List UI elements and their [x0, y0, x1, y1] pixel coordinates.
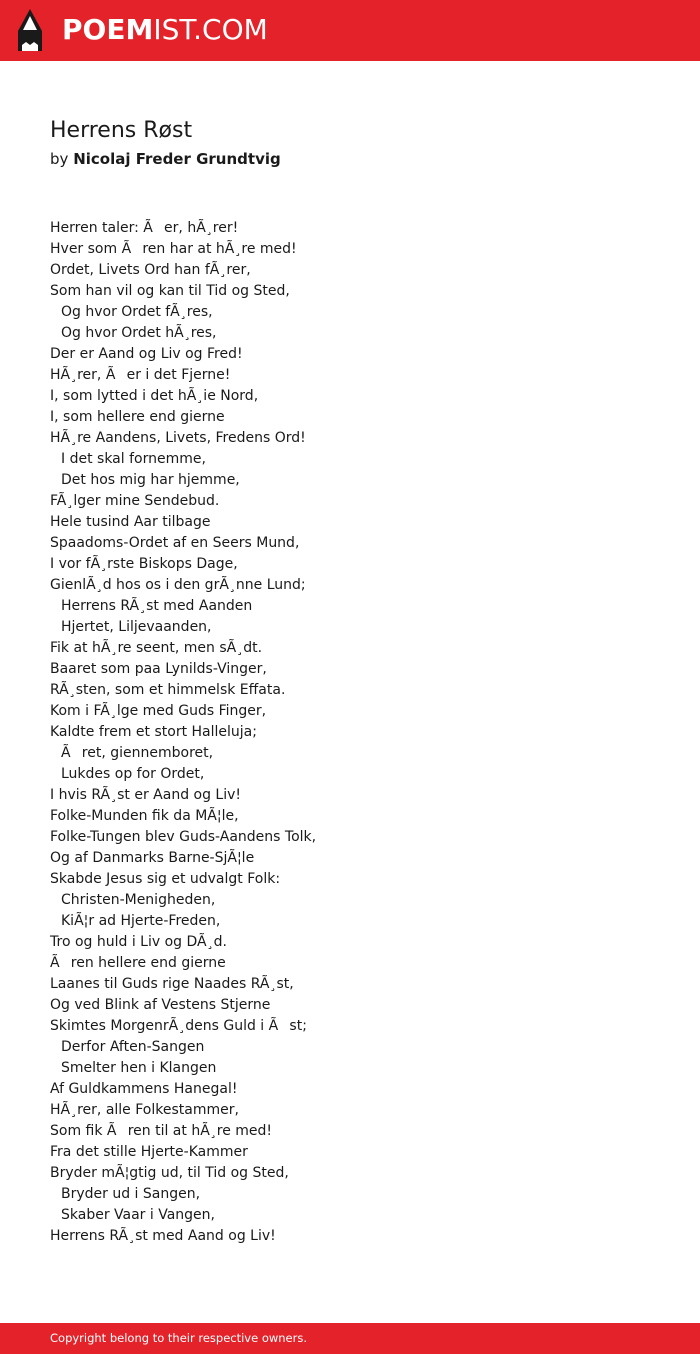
poem-line: Og ved Blink af Vestens Stjerne: [50, 997, 271, 1013]
poem-line: Hver som Ãren har at hÃ¸re med!: [50, 241, 297, 257]
poem-line: Der er Aand og Liv og Fred!: [50, 346, 243, 362]
poem-line: Det hos mig har hjemme,: [61, 472, 240, 488]
poem-line: Hele tusind Aar tilbage: [50, 514, 211, 530]
poem-line: HÃ¸re Aandens, Livets, Fredens Ord!: [50, 430, 306, 446]
poem-line: Herrens RÃ¸st med Aanden: [61, 598, 253, 614]
poem-line: Baaret som paa Lynilds-Vinger,: [50, 661, 267, 677]
poem-line: Skaber Vaar i Vangen,: [61, 1207, 215, 1223]
poem-body: [50, 218, 670, 1247]
poem-line: Og hvor Ordet fÃ¸res,: [61, 304, 213, 320]
poem-line: Skimtes MorgenrÃ¸dens Guld i Ãst;: [50, 1018, 307, 1034]
poem-line: Og hvor Ordet hÃ¸res,: [61, 325, 217, 341]
poem-line: I hvis RÃ¸st er Aand og Liv!: [50, 787, 242, 803]
poem-line: Kaldte frem et stort Halleluja;: [50, 724, 257, 740]
poem-line: Og af Danmarks Barne-SjÃ¦le: [50, 850, 255, 866]
poem-line: Bryder ud i Sangen,: [61, 1186, 201, 1202]
poem-line: Derfor Aften-Sangen: [61, 1039, 205, 1055]
poem-line: Kom i FÃ¸lge med Guds Finger,: [50, 703, 267, 719]
poem-line: Herren taler: Ãer, hÃ¸rer!: [50, 220, 239, 236]
poem-line: Bryder mÃ¦gtig ud, til Tid og Sted,: [50, 1165, 289, 1181]
poem-line: Christen-Menigheden,: [61, 892, 216, 908]
copyright-notice: Copyright belong to their respective owners.: [50, 1331, 308, 1345]
poem-line: Spaadoms-Ordet af en Seers Mund,: [50, 535, 300, 551]
poem-line: I det skal fornemme,: [61, 451, 206, 467]
site-footer: [0, 1323, 700, 1354]
poem-line: HÃ¸rer, Ãer i det Fjerne!: [50, 367, 231, 383]
poem-line: Herrens RÃ¸st med Aand og Liv!: [50, 1228, 276, 1244]
logo-light-text: IST.COM: [153, 13, 268, 46]
poem-line: Tro og huld i Liv og DÃ¸d.: [50, 934, 227, 950]
poem-line: Fra det stille Hjerte-Kammer: [50, 1144, 248, 1160]
poem-line: Ãret, giennemboret,: [61, 745, 214, 761]
poem-line: Hjertet, Liljevaanden,: [61, 619, 212, 635]
author-link[interactable]: Nicolaj Freder Grundtvig: [73, 150, 281, 168]
poem-line: Af Guldkammens Hanegal!: [50, 1081, 238, 1097]
poem-line: Laanes til Guds rige Naades RÃ¸st,: [50, 976, 294, 992]
poem-line: I, som hellere end gierne: [50, 409, 225, 425]
poem-line: Smelter hen i Klangen: [61, 1060, 217, 1076]
site-header: [0, 0, 700, 61]
poem-line: I, som lytted i det hÃ¸ie Nord,: [50, 388, 259, 404]
poem-line: Ordet, Livets Ord han fÃ¸rer,: [50, 262, 251, 278]
poem-line: Som han vil og kan til Tid og Sted,: [50, 283, 290, 299]
poem-line: Lukdes op for Ordet,: [61, 766, 205, 782]
poem-line: Folke-Tungen blev Guds-Aandens Tolk,: [50, 829, 317, 845]
poem-line: Som fik Ãren til at hÃ¸re med!: [50, 1123, 273, 1139]
poem-title: Herrens Røst: [50, 118, 193, 143]
poem-line: HÃ¸rer, alle Folkestammer,: [50, 1102, 239, 1118]
logo-bold-text: POEM: [62, 13, 154, 46]
poem-line: Fik at hÃ¸re seent, men sÃ¸dt.: [50, 640, 263, 656]
poem-line: I vor fÃ¸rste Biskops Dage,: [50, 556, 238, 572]
logo-wordmark: [62, 13, 268, 47]
poem-line: Folke-Munden fik da MÃ¦le,: [50, 808, 239, 824]
byline-prefix: by: [50, 150, 69, 168]
poem-line: RÃ¸sten, som et himmelsk Effata.: [50, 682, 286, 698]
poem-line: Skabde Jesus sig et udvalgt Folk:: [50, 871, 281, 887]
poem-line: FÃ¸lger mine Sendebud.: [50, 493, 220, 509]
poem-line: KiÃ¦r ad Hjerte-Freden,: [61, 913, 221, 929]
pencil-icon: [18, 9, 42, 51]
poem-line: Ãren hellere end gierne: [50, 955, 226, 971]
byline: [50, 149, 281, 169]
poem-line: GienlÃ¸d hos os i den grÃ¸nne Lund;: [50, 577, 306, 593]
